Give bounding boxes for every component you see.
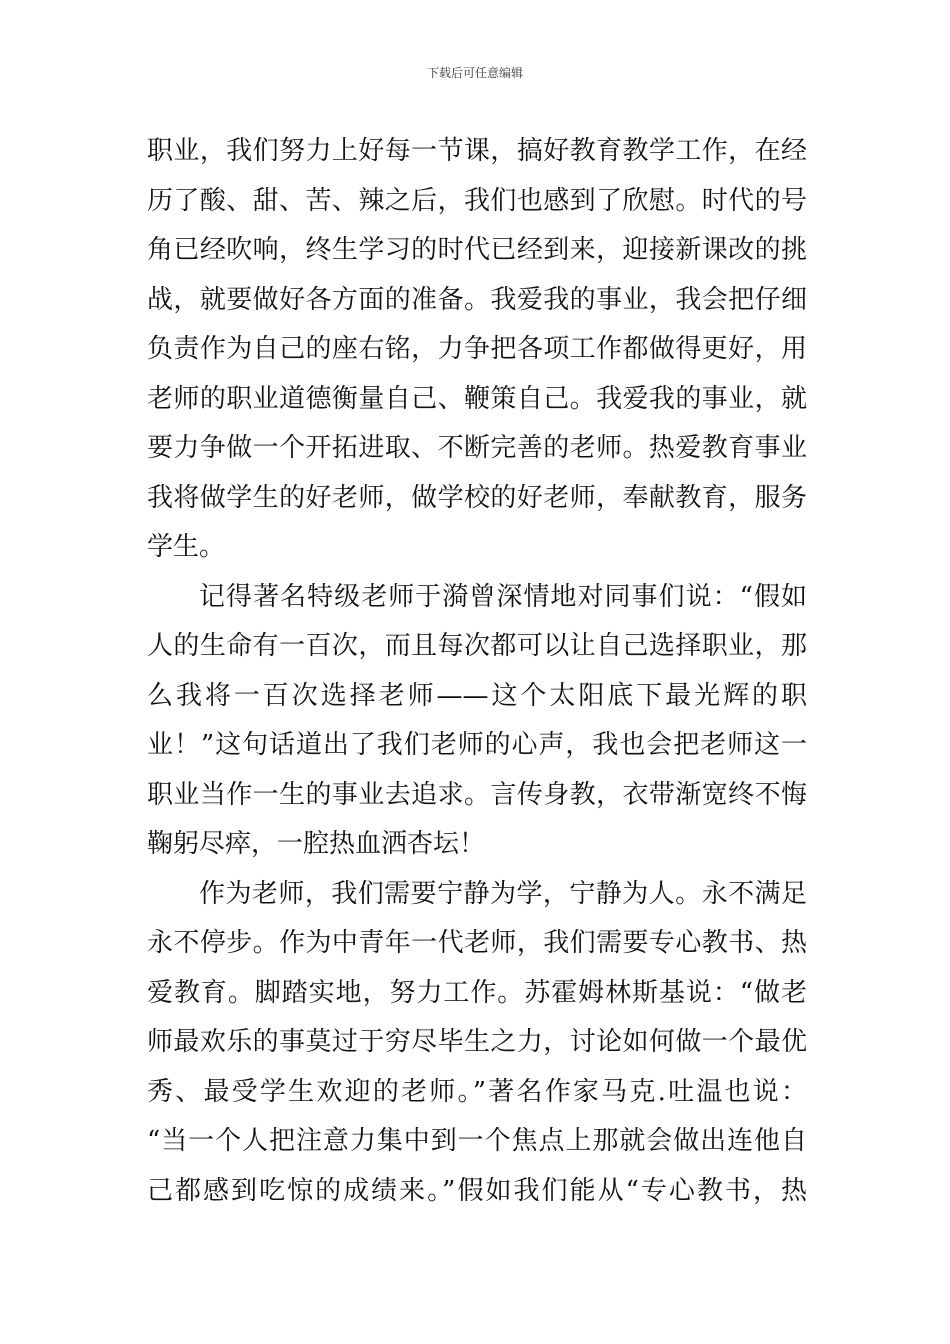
- text-line: 职业，我们努力上好每一节课，搞好教育教学工作，在经: [147, 136, 807, 166]
- document-body: [147, 127, 807, 1216]
- text-line: 秀、最受学生欢迎的老师。”著名作家马克.吐温也说：: [147, 1076, 807, 1107]
- text-line: 己都感到吃惊的成绩来。”假如我们能从“专心教书，热: [147, 1175, 807, 1206]
- text-line: 作为老师，我们需要宁静为学，宁静为人。永不满足: [199, 878, 807, 909]
- page-header: 下载后可任意编辑: [426, 66, 523, 80]
- text-line: 历了酸、甜、苦、辣之后，我们也感到了欣慰。时代的号: [147, 185, 807, 216]
- text-line: 人的生命有一百次，而且每次都可以让自己选择职业，那: [147, 631, 807, 661]
- text-line: 么我将一百次选择老师——这个太阳底下最光辉的职: [147, 680, 807, 711]
- text-line: 学生。: [147, 532, 226, 562]
- text-line: 记得著名特级老师于漪曾深情地对同事们说：“假如: [199, 581, 807, 612]
- text-line: 战，就要做好各方面的准备。我爱我的事业，我会把仔细: [147, 284, 807, 315]
- text-line: 师最欢乐的事莫过于穷尽毕生之力，讨论如何做一个最优: [147, 1027, 807, 1057]
- paragraph: [147, 573, 807, 870]
- text-line: 负责作为自己的座右铭，力争把各项工作都做得更好，用: [147, 334, 807, 364]
- text-line: 鞠躬尽瘁，一腔热血洒杏坛！: [147, 829, 486, 859]
- text-line: 角已经吹响，终生学习的时代已经到来，迎接新课改的挑: [147, 235, 807, 265]
- text-line: 职业当作一生的事业去追求。言传身教，衣带渐宽终不悔: [147, 779, 807, 810]
- text-line: 业！”这句话道出了我们老师的心声，我也会把老师这一: [147, 730, 807, 760]
- text-line: 要力争做一个开拓进取、不断完善的老师。热爱教育事业: [147, 433, 807, 463]
- text-line: 老师的职业道德衡量自己、鞭策自己。我爱我的事业，就: [147, 383, 807, 414]
- paragraph: [147, 127, 807, 573]
- text-line: 爱教育。脚踏实地，努力工作。苏霍姆林斯基说：“做老: [147, 977, 807, 1008]
- text-line: 永不停步。作为中青年一代老师，我们需要专心教书、热: [147, 928, 807, 958]
- text-line: 我将做学生的好老师，做学校的好老师，奉献教育，服务: [147, 482, 807, 513]
- paragraph: [147, 870, 807, 1217]
- text-line: “当一个人把注意力集中到一个焦点上那就会做出连他自: [147, 1126, 807, 1156]
